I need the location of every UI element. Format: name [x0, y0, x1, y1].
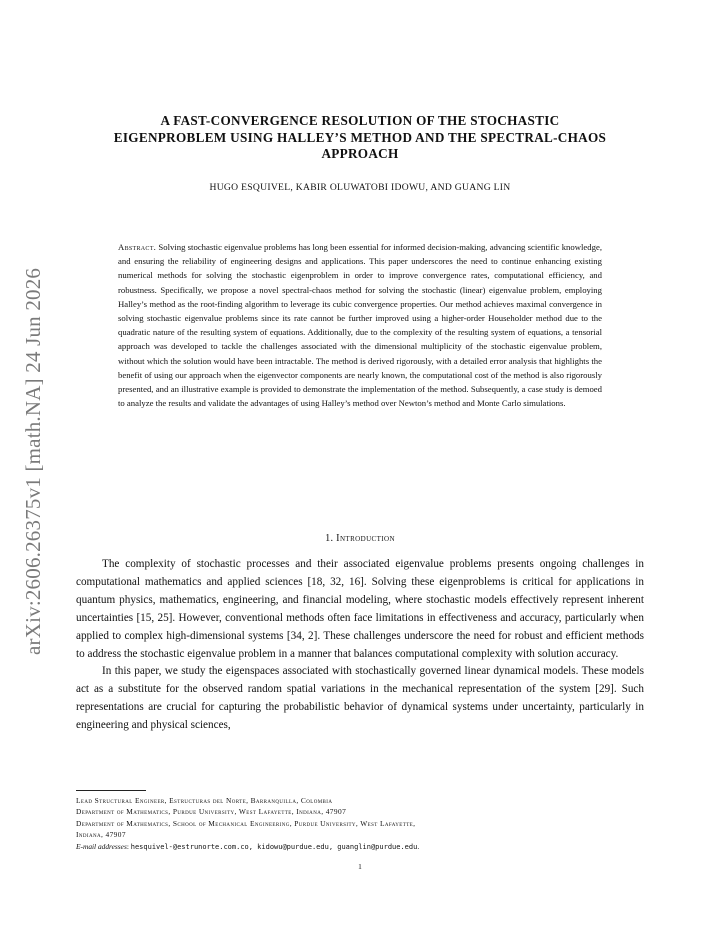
paragraph: The complexity of stochastic processes and their associated eigenvalue problems presents ongoing challenges in computational mathematics and applied sciences [18, 32, 16]. Solving these eigenproblems is critical for applications in quantum physics, mathematics, engineering, and financial modeling, where stochastic models effectively represent inherent uncertainties [15, 25]. However, conventional methods often face limitations in effectiveness and accuracy, particularly when applied to complex high-dimensional systems [34, 2]. These challenges underscore the need for robust and efficient methods to address the stochastic eigenvalue problem in a manner that balances computational complexity with solution accuracy. — [76, 558, 644, 660]
paper-title — [76, 113, 644, 163]
body-text — [76, 556, 644, 735]
affiliation-line: Department of Mathematics, Purdue University, West Lafayette, Indiana, 47907 — [76, 807, 347, 817]
emails-value: hesquivel-@estrunorte.com.co, kidowu@purdue.edu, guanglin@purdue.edu — [130, 842, 418, 851]
affiliation-line: Indiana, 47907 — [76, 830, 126, 840]
abstract-label: Abstract. — [118, 242, 157, 252]
affiliation-line: Department of Mathematics, School of Mechanical Engineering, Purdue University, West Lafayette, — [76, 818, 416, 828]
section-title: Introduction — [336, 533, 395, 544]
email-line: E-mail addresses: hesquivel-@estrunorte.com.co, kidowu@purdue.edu, guanglin@purdue.edu. — [76, 841, 420, 851]
title-line: EIGENPROBLEM USING HALLEY’S METHOD AND THE SPECTRAL-CHAOS — [113, 129, 607, 145]
paragraph: In this paper, we study the eigenspaces associated with stochastically governed linear dynamical models. These models act as a substitute for the observed random spatial variations in the mechanical representation of the system [29]. Such representations are crucial for capturing the probabilistic behavior of dynamical systems under uncertainty, particularly in engineering and physical sciences, — [76, 665, 644, 732]
arxiv-identifier-stamp: arXiv:2606.26375v1 [math.NA] 24 Jun 2026 — [21, 267, 45, 655]
page-number: 1 — [358, 862, 362, 871]
section-heading — [76, 533, 644, 544]
title-line: A FAST-CONVERGENCE RESOLUTION OF THE STOCHASTIC — [160, 113, 560, 128]
emails-label: E-mail addresses — [76, 841, 127, 851]
author-list: HUGO ESQUIVEL, KABIR OLUWATOBI IDOWU, AND GUANG LIN — [209, 182, 511, 193]
affiliation-line: Lead Structural Engineer, Estructuras del Norte, Barranquilla, Colombia — [76, 796, 333, 805]
title-line: APPROACH — [321, 146, 399, 161]
abstract-text: Solving stochastic eigenvalue problems has long been essential for informed decision-making, advancing scientific knowledge, and ensuring the reliability of engineering designs and applications. This paper underscores the need to continue enhancing existing numerical methods for solving the stochastic eigenproblem in order to improve convergence rates, computational efficiency, and robustness. Specifically, we propose a novel spectral-chaos method for solving the stochastic (linear) eigenvalue problem, employing Halley’s method as the root-finding algorithm to leverage its cubic convergence properties. Our method achieves maximal convergence in solving stochastic eigenvalue problems since its rate cannot be further improved using a higher-order Householder method due to the quadratic nature of the resulting system of equations. Additionally, due to the complexity of the resulting system of equations, a tensorial approach was developed to tackle the challenges associated with the dimensional multiplicity of the stochastic eigenvalue problem, without which the solution would have been intractable. The method is derived rigorously, with a detailed error analysis that highlights the benefit of using our approach when the eigenvector components are nearly known, the computational cost of the method is also rigorously presented, and an illustrative example is provided to demonstrate the implementation of the method. Subsequently, a case study is demoed to analyze the results and validate the advantages of using Halley’s method over Newton’s method and Monte Carlo simulations. — [118, 242, 603, 409]
footnotes — [76, 795, 644, 853]
abstract — [118, 240, 602, 410]
footnote-divider — [76, 790, 146, 791]
section-number: 1. — [325, 533, 334, 544]
